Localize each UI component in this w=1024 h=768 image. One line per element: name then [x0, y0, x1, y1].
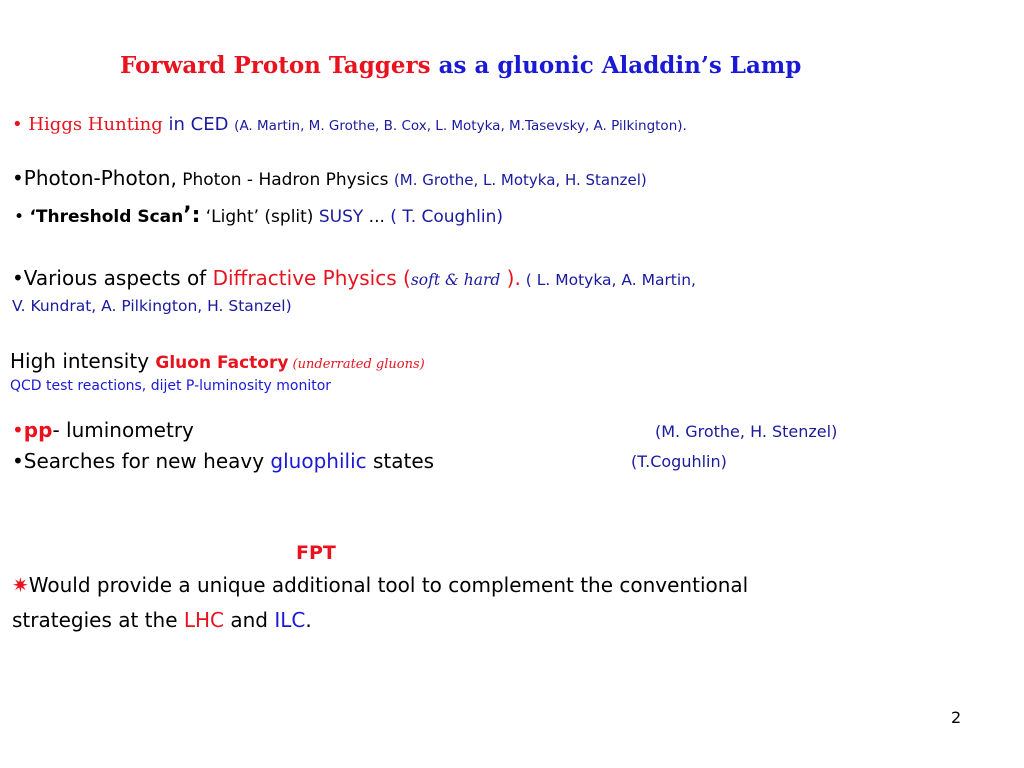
searches-text: •Searches for new heavy — [12, 449, 271, 473]
ellipsis-text: ... — [363, 207, 391, 227]
bullet-higgs — [12, 114, 687, 135]
conclusion-line-1 — [12, 573, 748, 597]
photon-main: •Photon-Photon, — [12, 166, 177, 190]
threshold-scan-text: ‘Threshold Scan — [29, 207, 184, 227]
diffractive-refs-cont: V. Kundrat, A. Pilkington, H. Stanzel) — [12, 297, 292, 315]
gluon-factory-text: Gluon Factory — [155, 353, 289, 373]
page-number: 2 — [951, 708, 962, 727]
states-text: states — [366, 449, 435, 473]
fpt-heading: FPT — [296, 542, 336, 564]
conclusion-text-1: Would provide a unique additional tool to complement the conventional — [28, 573, 749, 597]
period-text: . — [305, 608, 312, 632]
gluon-factory-line — [10, 349, 425, 373]
pp-text: pp — [23, 418, 53, 442]
luminometry-refs: (M. Grothe, H. Stenzel) — [655, 422, 838, 441]
soft-hard-text: soft & hard — [410, 271, 501, 289]
and-text: and — [224, 608, 275, 632]
bullet-diffractive — [12, 266, 696, 290]
ilc-text: ILC — [274, 608, 306, 632]
light-split-text: ‘Light’ (split) — [200, 207, 319, 227]
title-part-blue: as a gluonic Aladdin’s Lamp — [430, 52, 802, 79]
bullet-threshold — [14, 203, 503, 228]
underrated-gluons-text: (underrated gluons) — [288, 357, 425, 372]
higgs-hunting-text: Higgs Hunting — [22, 114, 169, 135]
in-ced-text: in CED — [168, 114, 235, 135]
conclusion-line-2 — [12, 608, 312, 632]
high-intensity-text: High intensity — [10, 349, 156, 373]
photon-refs: (M. Grothe, L. Motyka, H. Stanzel) — [393, 171, 647, 189]
threshold-bullet: • — [14, 207, 30, 227]
lhc-text: LHC — [183, 608, 225, 632]
luminometry-text: - luminometry — [52, 418, 194, 442]
pp-bullet: • — [12, 418, 24, 442]
threshold-colon: ’: — [183, 203, 201, 228]
bullet-pp-luminometry — [12, 418, 194, 442]
threshold-refs: ( T. Coughlin) — [390, 207, 503, 227]
diffractive-physics-text: Diffractive Physics — [212, 266, 397, 290]
slide-title — [120, 52, 801, 79]
bullet-photon — [12, 166, 647, 190]
diffractive-start: •Various aspects of — [12, 266, 213, 290]
gluophilic-refs: (T.Coguhlin) — [631, 452, 727, 471]
conclusion-text-2: strategies at the — [12, 608, 184, 632]
higgs-refs: (A. Martin, M. Grothe, B. Cox, L. Motyka, M.Tasevsky, A. Pilkington). — [234, 118, 687, 134]
photon-rest: Photon - Hadron Physics — [176, 170, 394, 190]
qcd-test-reactions: QCD test reactions, dijet P-luminosity monitor — [10, 378, 332, 394]
bullet-dot: • — [12, 114, 23, 135]
gluophilic-text: gluophilic — [270, 449, 367, 473]
bullet-gluophilic — [12, 449, 434, 473]
title-part-red: Forward Proton Taggers — [120, 52, 431, 79]
paren-close: ). — [500, 266, 521, 290]
susy-text: SUSY — [318, 207, 364, 227]
star-icon: ✷ — [12, 573, 29, 597]
paren-open: ( — [396, 266, 411, 290]
diffractive-refs: ( L. Motyka, A. Martin, — [520, 271, 696, 289]
